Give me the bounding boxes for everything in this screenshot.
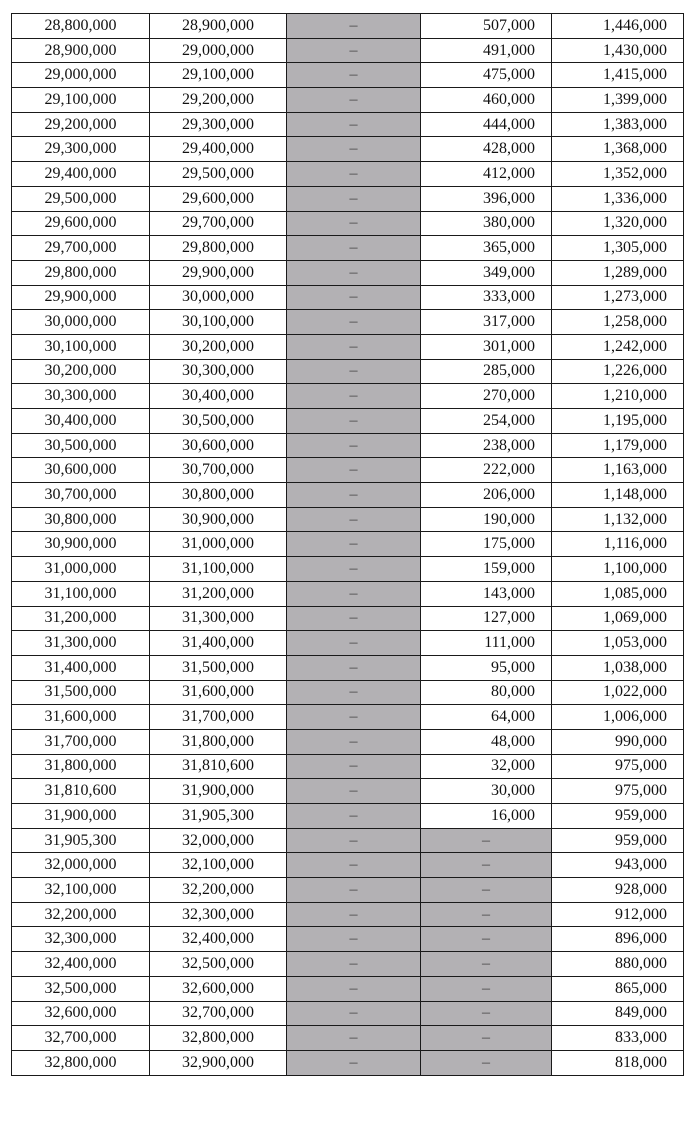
amount-column-4-cell: 159,000 [421,557,552,582]
income-to-cell: 32,700,000 [150,1001,287,1026]
amount-column-4-cell: 396,000 [421,186,552,211]
income-from-cell: 30,000,000 [12,310,150,335]
income-to-cell: 29,900,000 [150,260,287,285]
income-to-cell: 32,800,000 [150,1026,287,1051]
amount-column-4-cell: 95,000 [421,655,552,680]
shaded-column-cell: – [287,557,421,582]
income-to-cell: 30,100,000 [150,310,287,335]
amount-column-4-cell: 317,000 [421,310,552,335]
shaded-column-cell: – [287,334,421,359]
shaded-column-cell: – [287,606,421,631]
shaded-column-cell: – [287,532,421,557]
amount-column-5-cell: 990,000 [552,729,684,754]
income-to-cell: 31,200,000 [150,581,287,606]
amount-column-5-cell: 1,006,000 [552,705,684,730]
table-row [12,878,684,903]
table-row [12,705,684,730]
shaded-column-cell: – [287,310,421,335]
amount-column-5-cell: 912,000 [552,902,684,927]
shaded-column-cell: – [287,285,421,310]
income-from-cell: 30,300,000 [12,384,150,409]
table-row [12,334,684,359]
amount-column-4-cell: – [421,976,552,1001]
income-to-cell: 30,200,000 [150,334,287,359]
amount-column-4-cell: 206,000 [421,483,552,508]
shaded-column-cell: – [287,729,421,754]
amount-column-5-cell: 1,273,000 [552,285,684,310]
income-from-cell: 31,100,000 [12,581,150,606]
amount-column-5-cell: 1,430,000 [552,38,684,63]
table-row [12,976,684,1001]
table-row [12,211,684,236]
shaded-column-cell: – [287,162,421,187]
table-row [12,1026,684,1051]
income-from-cell: 30,500,000 [12,433,150,458]
income-to-cell: 30,400,000 [150,384,287,409]
income-from-cell: 30,800,000 [12,507,150,532]
table-row [12,458,684,483]
table-row [12,655,684,680]
income-to-cell: 31,300,000 [150,606,287,631]
income-from-cell: 29,900,000 [12,285,150,310]
amount-column-4-cell: 460,000 [421,88,552,113]
amount-column-4-cell: – [421,952,552,977]
table-row [12,310,684,335]
income-from-cell: 32,400,000 [12,952,150,977]
table-row [12,112,684,137]
amount-column-4-cell: 475,000 [421,63,552,88]
table-row [12,952,684,977]
amount-column-4-cell: 190,000 [421,507,552,532]
amount-column-4-cell: 270,000 [421,384,552,409]
table-row [12,927,684,952]
shaded-column-cell: – [287,14,421,39]
table-row [12,853,684,878]
amount-column-5-cell: 959,000 [552,828,684,853]
amount-column-4-cell: 285,000 [421,359,552,384]
amount-column-5-cell: 975,000 [552,779,684,804]
table-row [12,606,684,631]
amount-column-4-cell: 444,000 [421,112,552,137]
tax-table [11,13,684,1076]
shaded-column-cell: – [287,186,421,211]
income-from-cell: 32,000,000 [12,853,150,878]
table-row [12,260,684,285]
table-row [12,532,684,557]
income-to-cell: 31,800,000 [150,729,287,754]
shaded-column-cell: – [287,1026,421,1051]
shaded-column-cell: – [287,359,421,384]
amount-column-5-cell: 1,226,000 [552,359,684,384]
table-row [12,828,684,853]
income-from-cell: 31,810,600 [12,779,150,804]
income-to-cell: 32,500,000 [150,952,287,977]
shaded-column-cell: – [287,705,421,730]
income-to-cell: 31,600,000 [150,680,287,705]
shaded-column-cell: – [287,260,421,285]
income-to-cell: 29,300,000 [150,112,287,137]
amount-column-4-cell: 349,000 [421,260,552,285]
income-from-cell: 29,100,000 [12,88,150,113]
amount-column-4-cell: 428,000 [421,137,552,162]
amount-column-5-cell: 833,000 [552,1026,684,1051]
amount-column-5-cell: 849,000 [552,1001,684,1026]
amount-column-4-cell: – [421,878,552,903]
table-row [12,754,684,779]
income-to-cell: 30,000,000 [150,285,287,310]
amount-column-5-cell: 1,100,000 [552,557,684,582]
income-to-cell: 29,700,000 [150,211,287,236]
amount-column-5-cell: 1,415,000 [552,63,684,88]
income-from-cell: 30,600,000 [12,458,150,483]
amount-column-5-cell: 1,258,000 [552,310,684,335]
income-to-cell: 29,500,000 [150,162,287,187]
amount-column-4-cell: 365,000 [421,236,552,261]
amount-column-5-cell: 1,446,000 [552,14,684,39]
table-row [12,729,684,754]
income-from-cell: 32,300,000 [12,927,150,952]
table-row [12,804,684,829]
income-to-cell: 31,100,000 [150,557,287,582]
shaded-column-cell: – [287,1001,421,1026]
amount-column-4-cell: 238,000 [421,433,552,458]
income-from-cell: 32,700,000 [12,1026,150,1051]
income-to-cell: 30,800,000 [150,483,287,508]
table-row [12,507,684,532]
income-from-cell: 29,200,000 [12,112,150,137]
table-row [12,285,684,310]
shaded-column-cell: – [287,754,421,779]
shaded-column-cell: – [287,952,421,977]
amount-column-5-cell: 959,000 [552,804,684,829]
table-row [12,680,684,705]
amount-column-5-cell: 1,195,000 [552,409,684,434]
income-to-cell: 32,600,000 [150,976,287,1001]
table-row [12,384,684,409]
income-from-cell: 31,500,000 [12,680,150,705]
table-row [12,14,684,39]
amount-column-4-cell: – [421,927,552,952]
income-to-cell: 30,600,000 [150,433,287,458]
amount-column-4-cell: 412,000 [421,162,552,187]
shaded-column-cell: – [287,112,421,137]
shaded-column-cell: – [287,458,421,483]
income-from-cell: 30,200,000 [12,359,150,384]
income-from-cell: 28,800,000 [12,14,150,39]
shaded-column-cell: – [287,1050,421,1075]
amount-column-5-cell: 928,000 [552,878,684,903]
amount-column-5-cell: 1,038,000 [552,655,684,680]
tax-table-body [12,14,684,1076]
amount-column-4-cell: – [421,1026,552,1051]
income-to-cell: 32,900,000 [150,1050,287,1075]
amount-column-5-cell: 1,399,000 [552,88,684,113]
income-from-cell: 30,700,000 [12,483,150,508]
shaded-column-cell: – [287,507,421,532]
table-row [12,1001,684,1026]
table-row [12,581,684,606]
table-row [12,779,684,804]
shaded-column-cell: – [287,88,421,113]
table-row [12,1050,684,1075]
income-to-cell: 32,000,000 [150,828,287,853]
amount-column-5-cell: 1,085,000 [552,581,684,606]
income-from-cell: 29,700,000 [12,236,150,261]
shaded-column-cell: – [287,853,421,878]
shaded-column-cell: – [287,631,421,656]
income-from-cell: 31,800,000 [12,754,150,779]
table-row [12,63,684,88]
amount-column-4-cell: 143,000 [421,581,552,606]
amount-column-4-cell: 254,000 [421,409,552,434]
income-from-cell: 31,200,000 [12,606,150,631]
shaded-column-cell: – [287,581,421,606]
income-from-cell: 31,400,000 [12,655,150,680]
shaded-column-cell: – [287,828,421,853]
amount-column-5-cell: 1,336,000 [552,186,684,211]
shaded-column-cell: – [287,236,421,261]
income-from-cell: 31,600,000 [12,705,150,730]
income-from-cell: 30,900,000 [12,532,150,557]
income-to-cell: 29,000,000 [150,38,287,63]
income-from-cell: 30,100,000 [12,334,150,359]
amount-column-5-cell: 1,069,000 [552,606,684,631]
shaded-column-cell: – [287,976,421,1001]
table-row [12,88,684,113]
amount-column-4-cell: 80,000 [421,680,552,705]
income-to-cell: 31,810,600 [150,754,287,779]
amount-column-5-cell: 1,022,000 [552,680,684,705]
shaded-column-cell: – [287,779,421,804]
amount-column-4-cell: 16,000 [421,804,552,829]
table-row [12,631,684,656]
income-from-cell: 29,600,000 [12,211,150,236]
income-to-cell: 32,100,000 [150,853,287,878]
amount-column-5-cell: 818,000 [552,1050,684,1075]
income-to-cell: 30,500,000 [150,409,287,434]
table-row [12,902,684,927]
shaded-column-cell: – [287,483,421,508]
amount-column-5-cell: 1,053,000 [552,631,684,656]
amount-column-5-cell: 1,242,000 [552,334,684,359]
income-from-cell: 29,000,000 [12,63,150,88]
shaded-column-cell: – [287,655,421,680]
shaded-column-cell: – [287,409,421,434]
table-row [12,433,684,458]
amount-column-4-cell: 111,000 [421,631,552,656]
income-to-cell: 30,900,000 [150,507,287,532]
income-to-cell: 28,900,000 [150,14,287,39]
income-from-cell: 32,800,000 [12,1050,150,1075]
amount-column-4-cell: – [421,902,552,927]
amount-column-4-cell: 127,000 [421,606,552,631]
income-from-cell: 29,300,000 [12,137,150,162]
shaded-column-cell: – [287,63,421,88]
amount-column-4-cell: – [421,1050,552,1075]
shaded-column-cell: – [287,902,421,927]
amount-column-5-cell: 896,000 [552,927,684,952]
income-from-cell: 32,200,000 [12,902,150,927]
amount-column-5-cell: 1,368,000 [552,137,684,162]
shaded-column-cell: – [287,804,421,829]
income-to-cell: 30,700,000 [150,458,287,483]
amount-column-4-cell: 222,000 [421,458,552,483]
amount-column-4-cell: – [421,828,552,853]
amount-column-4-cell: 64,000 [421,705,552,730]
amount-column-4-cell: 333,000 [421,285,552,310]
shaded-column-cell: – [287,680,421,705]
shaded-column-cell: – [287,927,421,952]
income-from-cell: 28,900,000 [12,38,150,63]
table-row [12,483,684,508]
income-to-cell: 31,500,000 [150,655,287,680]
table-row [12,162,684,187]
income-to-cell: 29,200,000 [150,88,287,113]
amount-column-5-cell: 1,305,000 [552,236,684,261]
table-row [12,186,684,211]
amount-column-5-cell: 1,289,000 [552,260,684,285]
amount-column-5-cell: 1,210,000 [552,384,684,409]
amount-column-4-cell: 380,000 [421,211,552,236]
income-from-cell: 31,300,000 [12,631,150,656]
table-row [12,38,684,63]
amount-column-4-cell: 301,000 [421,334,552,359]
income-to-cell: 29,600,000 [150,186,287,211]
income-from-cell: 29,800,000 [12,260,150,285]
amount-column-5-cell: 943,000 [552,853,684,878]
income-from-cell: 32,500,000 [12,976,150,1001]
amount-column-5-cell: 1,383,000 [552,112,684,137]
amount-column-4-cell: 175,000 [421,532,552,557]
amount-column-5-cell: 1,132,000 [552,507,684,532]
income-to-cell: 32,300,000 [150,902,287,927]
income-to-cell: 29,400,000 [150,137,287,162]
income-to-cell: 31,000,000 [150,532,287,557]
shaded-column-cell: – [287,211,421,236]
income-from-cell: 31,700,000 [12,729,150,754]
income-from-cell: 31,900,000 [12,804,150,829]
income-from-cell: 32,100,000 [12,878,150,903]
amount-column-4-cell: 32,000 [421,754,552,779]
income-to-cell: 31,905,300 [150,804,287,829]
shaded-column-cell: – [287,137,421,162]
income-to-cell: 29,100,000 [150,63,287,88]
amount-column-5-cell: 1,179,000 [552,433,684,458]
amount-column-4-cell: 507,000 [421,14,552,39]
table-row [12,557,684,582]
income-to-cell: 30,300,000 [150,359,287,384]
amount-column-5-cell: 1,320,000 [552,211,684,236]
income-to-cell: 29,800,000 [150,236,287,261]
amount-column-4-cell: – [421,1001,552,1026]
shaded-column-cell: – [287,878,421,903]
amount-column-5-cell: 1,148,000 [552,483,684,508]
shaded-column-cell: – [287,433,421,458]
amount-column-5-cell: 1,352,000 [552,162,684,187]
amount-column-5-cell: 1,163,000 [552,458,684,483]
income-from-cell: 30,400,000 [12,409,150,434]
amount-column-5-cell: 880,000 [552,952,684,977]
income-to-cell: 31,900,000 [150,779,287,804]
income-from-cell: 29,500,000 [12,186,150,211]
amount-column-4-cell: 48,000 [421,729,552,754]
amount-column-4-cell: 491,000 [421,38,552,63]
amount-column-5-cell: 865,000 [552,976,684,1001]
income-to-cell: 32,200,000 [150,878,287,903]
amount-column-4-cell: 30,000 [421,779,552,804]
income-to-cell: 31,700,000 [150,705,287,730]
shaded-column-cell: – [287,384,421,409]
amount-column-4-cell: – [421,853,552,878]
table-row [12,409,684,434]
income-from-cell: 32,600,000 [12,1001,150,1026]
income-from-cell: 31,905,300 [12,828,150,853]
table-row [12,137,684,162]
income-to-cell: 31,400,000 [150,631,287,656]
table-row [12,359,684,384]
income-to-cell: 32,400,000 [150,927,287,952]
income-from-cell: 29,400,000 [12,162,150,187]
income-from-cell: 31,000,000 [12,557,150,582]
amount-column-5-cell: 1,116,000 [552,532,684,557]
table-row [12,236,684,261]
shaded-column-cell: – [287,38,421,63]
amount-column-5-cell: 975,000 [552,754,684,779]
